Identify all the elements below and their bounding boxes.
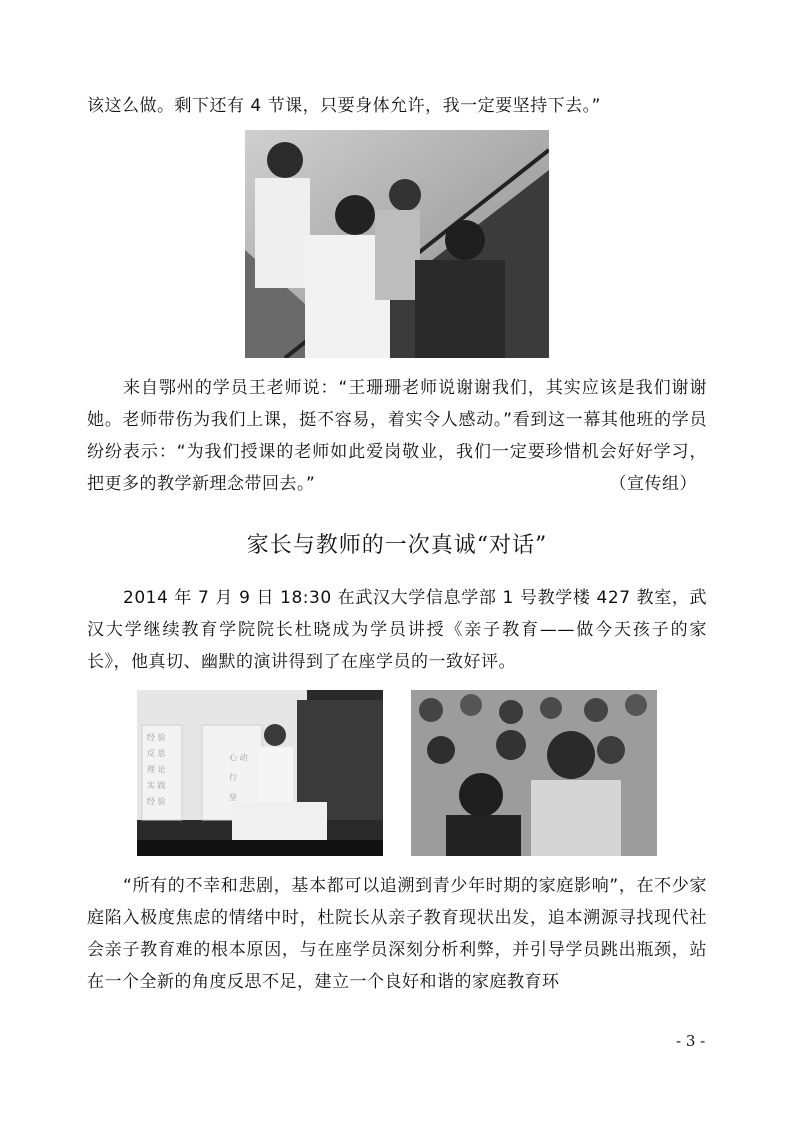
section-heading: 家长与教师的一次真诚“对话” <box>246 533 548 558</box>
paragraph-testimonial <box>87 372 707 500</box>
board-word: 坚 <box>229 793 237 802</box>
page-number: - 3 - <box>676 1032 706 1050</box>
photo-lecturer <box>137 690 383 856</box>
photo-stairs <box>245 130 549 358</box>
board-word: 心 动 <box>229 753 248 762</box>
signature: （宣传组） <box>609 474 697 494</box>
board-word: 实 践 <box>147 781 166 790</box>
paragraph-text: 2014 年 7 月 9 日 18:30 在武汉大学信息学部 1 号教学楼 427 教室，武汉大学继续教育学院院长杜晓成为学员讲授《亲子教育——做今天孩子的家长》，他真切、幽默的演讲得到了在座学员的一致好评。 <box>87 588 707 672</box>
photo-audience <box>411 690 657 856</box>
paragraph-text: 该这么做。剩下还有 4 节课，只要身体允许，我一定要坚持下去。” <box>87 96 601 116</box>
paragraph-lecture-content <box>87 870 707 998</box>
paragraph-continuation <box>87 90 707 122</box>
paragraph-text: 来自鄂州的学员王老师说：“王珊珊老师说谢谢我们，其实应该是我们谢谢她。老师带伤为我们上课，挺不容易，着实令人感动。”看到这一幕其他班的学员纷纷表示：“为我们授课的老师如此爱岗敬业，我们一定要珍惜机会好好学习，把更多的教学新理念带回去。” <box>87 378 707 494</box>
board-word: 行 <box>229 773 237 782</box>
paragraph-lecture-intro <box>87 582 707 678</box>
board-word: 经 验 <box>147 733 166 742</box>
board-word: 反 思 <box>147 749 166 758</box>
board-word: 理 论 <box>147 765 166 774</box>
board-word: 经 验 <box>147 797 166 806</box>
paragraph-text: “所有的不幸和悲剧，基本都可以追溯到青少年时期的家庭影响”，在不少家庭陷入极度焦虑的情绪中时，杜院长从亲子教育现状出发，追本溯源寻找现代社会亲子教育难的根本原因，与在座学员深刻分析利弊，并引导学员跳出瓶颈，站在一个全新的角度反思不足，建立一个良好和谐的家庭教育环 <box>87 876 707 992</box>
